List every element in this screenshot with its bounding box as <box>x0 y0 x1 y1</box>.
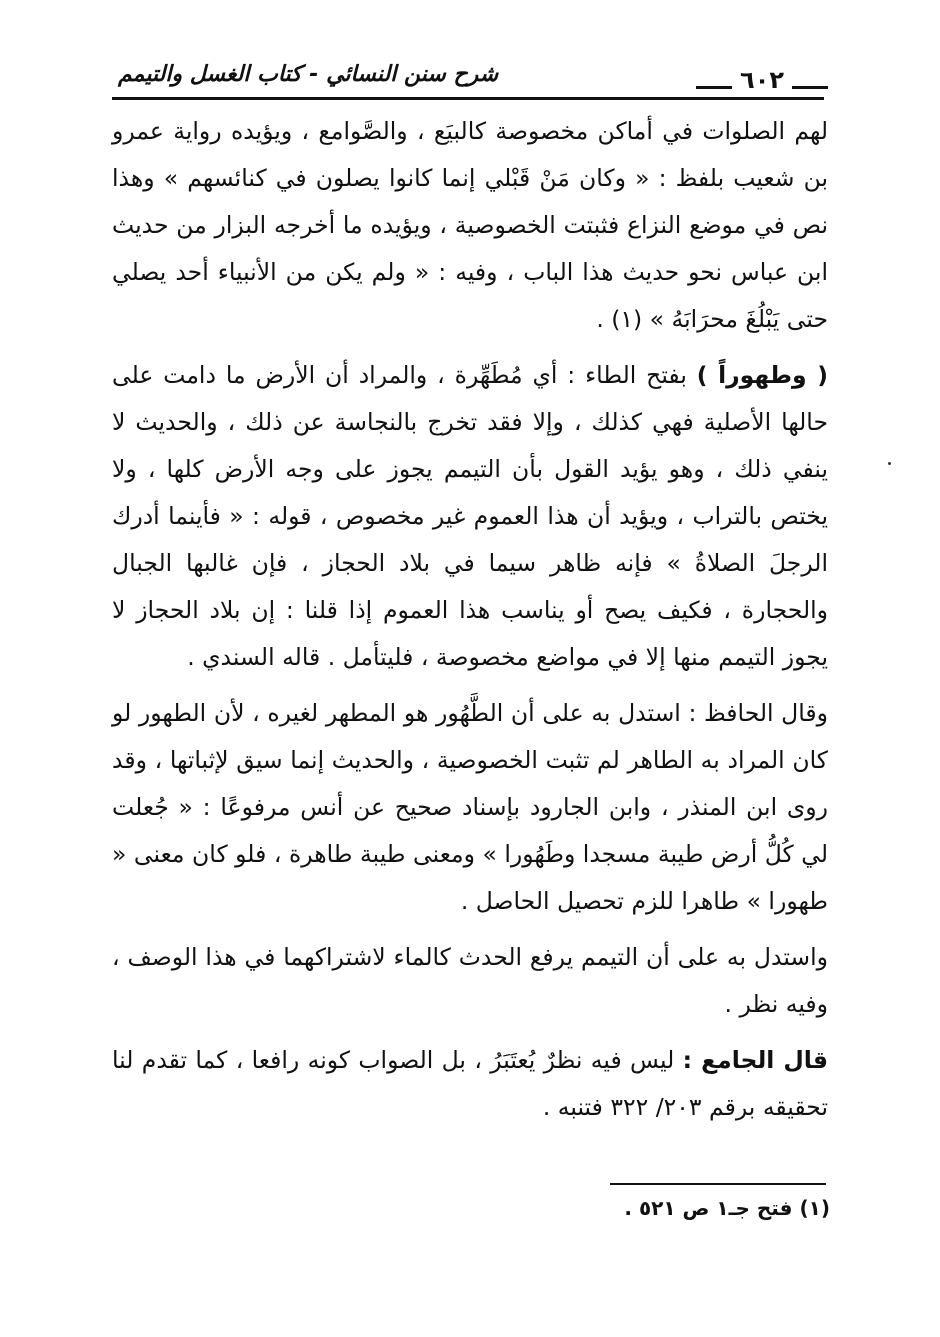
page-number: ٦٠٢ <box>740 66 784 94</box>
paragraph-5-text: ليس فيه نظرٌ يُعتَبَرُ ، بل الصواب كونه رافعا ، كما تقدم لنا تحقيقه برقم ٢٠٣/ ٣٢٢ فتنبه . <box>112 1046 828 1121</box>
paragraph-1-text: لهم الصلوات في أماكن مخصوصة كالبيَع ، والصَّوامع ، ويؤيده رواية عمرو بن شعيب بلفظ : « وكان مَنْ قَبْلي إنما كانوا يصلون في كنائسهم » وهذا نص في موضع النزاع فثبتت الخصوصية ، ويؤيده ما أخرجه البزار من حديث ابن عباس نحو حديث هذا الباب ، وفيه : « ولم يكن من الأنبياء أحد يصلي حتى يَبْلُغَ محرَابَهُ » (١) . <box>112 117 828 333</box>
paragraph-2-text: بفتح الطاء : أي مُطَهِّرة ، والمراد أن الأرض ما دامت على حالها الأصلية فهي كذلك ، وإلا فقد تخرج بالنجاسة عن ذلك ، والحديث لا ينفي ذلك ، وهو يؤيد القول بأن التيمم يجوز على وجه الأرض كلها ، ولا يختص بالتراب ، ويؤيد أن هذا العموم غير مخصوص ، قوله : « فأينما أدرك الرجلَ الصلاةُ » فإنه ظاهر سيما في بلاد الحجاز ، فإن غالبها الجبال والحجارة ، فكيف يصح أو يناسب هذا العموم إذا قلنا : إن بلاد الحجاز لا يجوز التيمم منها إلا في مواضع مخصوصة ، فليتأمل . قاله السندي . <box>112 361 828 671</box>
running-title: شرح سنن النسائي - كتاب الغسل والتيمم <box>118 62 499 87</box>
paragraph-2 <box>112 352 828 681</box>
page-header <box>112 58 828 98</box>
paragraph-3-text: وقال الحافظ : استدل به على أن الطَّهُور هو المطهر لغيره ، لأن الطهور لو كان المراد به الطاهر لم تثبت الخصوصية ، والحديث إنما سيق لإثباتها ، وقد روى ابن المنذر ، وابن الجارود بإسناد صحيح عن أنس مرفوعًا : « جُعلت لي كُلُّ أرض طيبة مسجدا وطَهُورا » ومعنى طيبة طاهرة ، فلو كان معنى « طهورا » طاهرا للزم تحصيل الحاصل . <box>112 699 828 915</box>
paragraph-5 <box>112 1037 828 1131</box>
page-body <box>112 108 828 1131</box>
paragraph-3 <box>112 690 828 925</box>
footnote: (١) فتح جـ١ ص ٥٢١ . <box>624 1196 830 1220</box>
margin-speck <box>888 462 891 465</box>
paragraph-5-lead: قال الجامع : <box>682 1046 828 1074</box>
paragraph-1 <box>112 108 828 343</box>
paragraph-4-text: واستدل به على أن التيمم يرفع الحدث كالماء لاشتراكهما في هذا الوصف ، وفيه نظر . <box>112 943 828 1018</box>
header-rule <box>112 97 824 100</box>
footnote-rule <box>610 1183 826 1185</box>
paragraph-2-lead: ( وطهوراً ) <box>696 361 828 389</box>
paragraph-4 <box>112 934 828 1028</box>
